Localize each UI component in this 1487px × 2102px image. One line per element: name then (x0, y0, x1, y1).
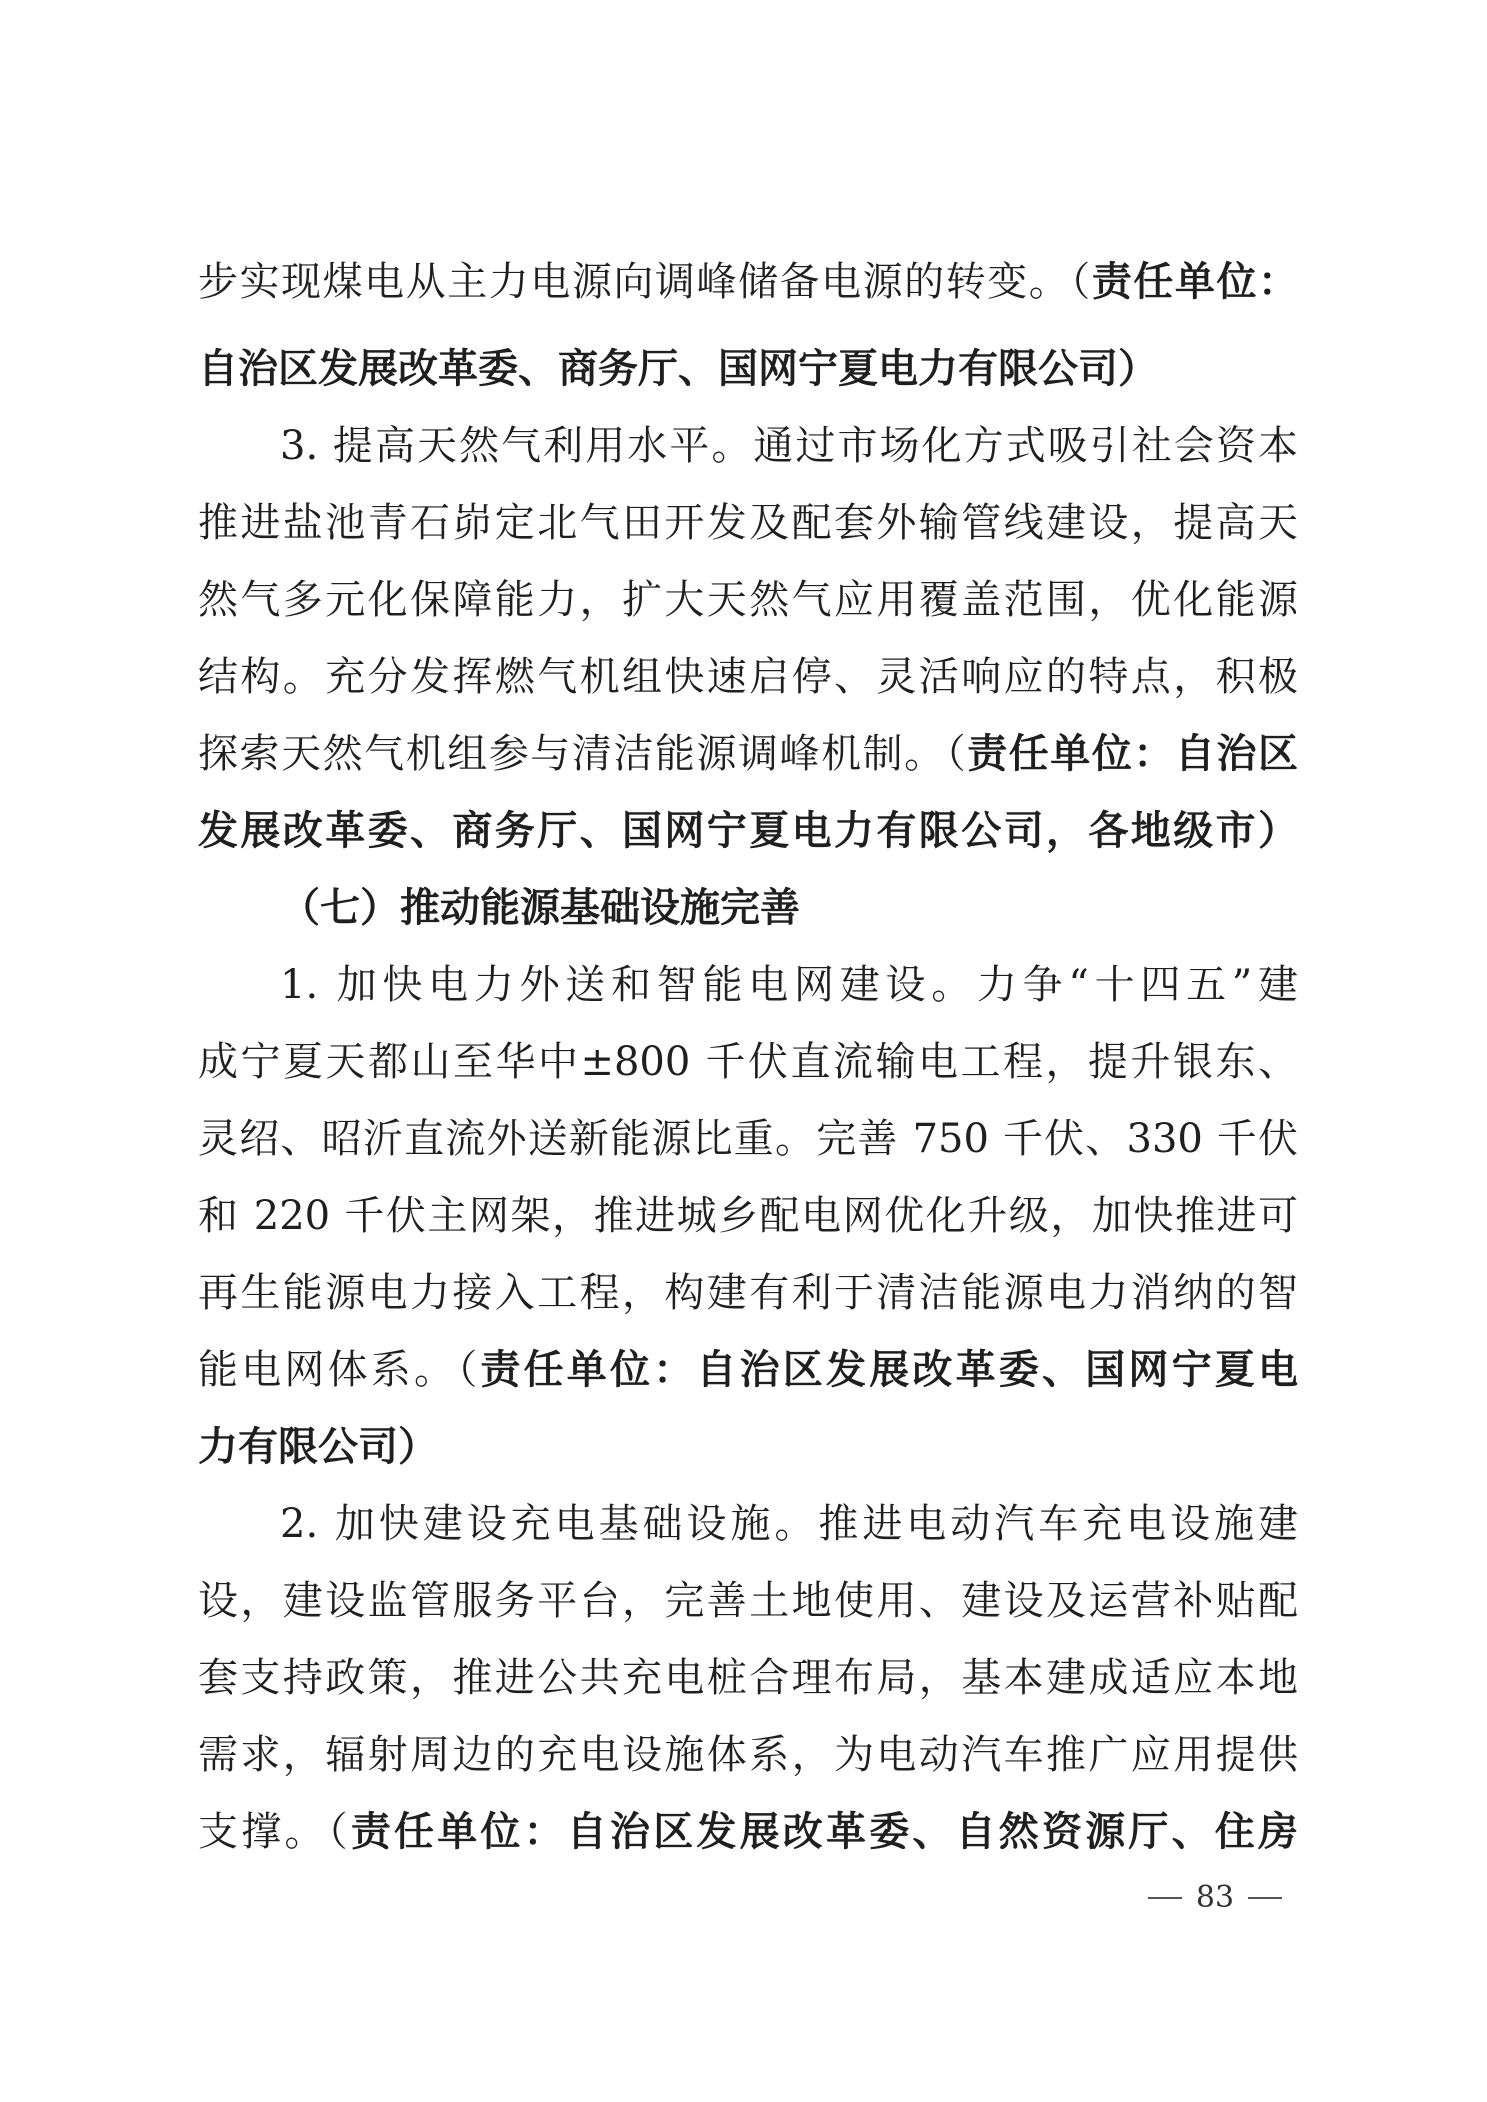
line-19-segment-1: 套支持政策，推进公共充电桩合理布局，基本建成适应本地 (198, 1655, 1298, 1701)
line-7-segment-2: 责任单位：自治区 (967, 730, 1298, 777)
text-line-10 (280, 955, 1298, 1015)
line-11-segment-1: 成宁夏天都山至华中±800 千伏直流输电工程，提升银东、 (198, 1039, 1298, 1085)
line-15-segment-2: 责任单位：自治区发展改革委、国网宁夏电 (480, 1346, 1298, 1393)
line-14-segment-1: 再生能源电力接入工程，构建有利于清洁能源电力消纳的智 (198, 1270, 1298, 1316)
text-line-11 (198, 1032, 1298, 1092)
line-21-segment-2: 责任单位：自治区发展改革委、自然资源厅、住房 (350, 1808, 1298, 1855)
page-number (1130, 1878, 1300, 1918)
line-13-segment-1: 和 220 千伏主网架，推进城乡配电网优化升级，加快推进可 (198, 1193, 1298, 1239)
line-15-segment-1: 能电网体系。（ (198, 1347, 481, 1393)
text-line-3 (280, 416, 1298, 476)
section-heading (280, 878, 1298, 938)
page-number-value: 83 (1195, 1880, 1235, 1915)
page-number-left-dash (1148, 1897, 1182, 1899)
text-line-17 (280, 1494, 1298, 1554)
line-20-segment-1: 需求，辐射周边的充电设施体系，为电动汽车推广应用提供 (198, 1732, 1298, 1778)
line-2-segment-1: 自治区发展改革委、商务厅、国网宁夏电力有限公司） (198, 345, 1158, 392)
text-line-13 (198, 1186, 1298, 1246)
text-line-1 (198, 252, 1298, 312)
text-line-16 (198, 1417, 1298, 1477)
line-18-segment-1: 设，建设监管服务平台，完善土地使用、建设及运营补贴配 (198, 1578, 1298, 1624)
line-10-segment-1: 1. 加快电力外送和智能电网建设。力争“十四五”建 (280, 962, 1298, 1008)
line-3-segment-1: 3. 提高天然气利用水平。通过市场化方式吸引社会资本 (280, 423, 1298, 469)
section-heading-text: （七）推动能源基础设施完善 (280, 884, 800, 931)
text-line-18 (198, 1571, 1298, 1631)
line-1-segment-2: 责任单位： (1091, 258, 1298, 305)
text-line-12 (198, 1109, 1298, 1169)
text-line-7 (198, 724, 1298, 784)
text-line-15 (198, 1340, 1298, 1400)
text-line-5 (198, 570, 1298, 630)
text-line-21 (198, 1802, 1298, 1862)
text-line-14 (198, 1263, 1298, 1323)
line-6-segment-1: 结构。充分发挥燃气机组快速启停、灵活响应的特点，积极 (198, 654, 1298, 700)
line-8-segment-1: 发展改革委、商务厅、国网宁夏电力有限公司，各地级市） (198, 807, 1298, 854)
line-7-segment-1: 探索天然气机组参与清洁能源调峰机制。（ (198, 731, 968, 777)
text-line-2 (198, 339, 1298, 399)
text-line-19 (198, 1648, 1298, 1708)
line-5-segment-1: 然气多元化保障能力，扩大天然气应用覆盖范围，优化能源 (198, 577, 1298, 623)
text-line-6 (198, 647, 1298, 707)
page-number-right-dash (1248, 1897, 1282, 1899)
line-16-segment-1: 力有限公司） (198, 1423, 438, 1470)
line-12-segment-1: 灵绍、昭沂直流外送新能源比重。完善 750 千伏、330 千伏 (198, 1116, 1298, 1162)
line-17-segment-1: 2. 加快建设充电基础设施。推进电动汽车充电设施建 (280, 1501, 1298, 1547)
line-1-segment-1: 步实现煤电从主力电源向调峰储备电源的转变。（ (198, 259, 1092, 305)
text-line-4 (198, 493, 1298, 553)
text-line-8 (198, 801, 1298, 861)
line-4-segment-1: 推进盐池青石峁定北气田开发及配套外输管线建设，提高天 (198, 500, 1298, 546)
text-line-20 (198, 1725, 1298, 1785)
line-21-segment-1: 支撑。（ (198, 1809, 351, 1855)
